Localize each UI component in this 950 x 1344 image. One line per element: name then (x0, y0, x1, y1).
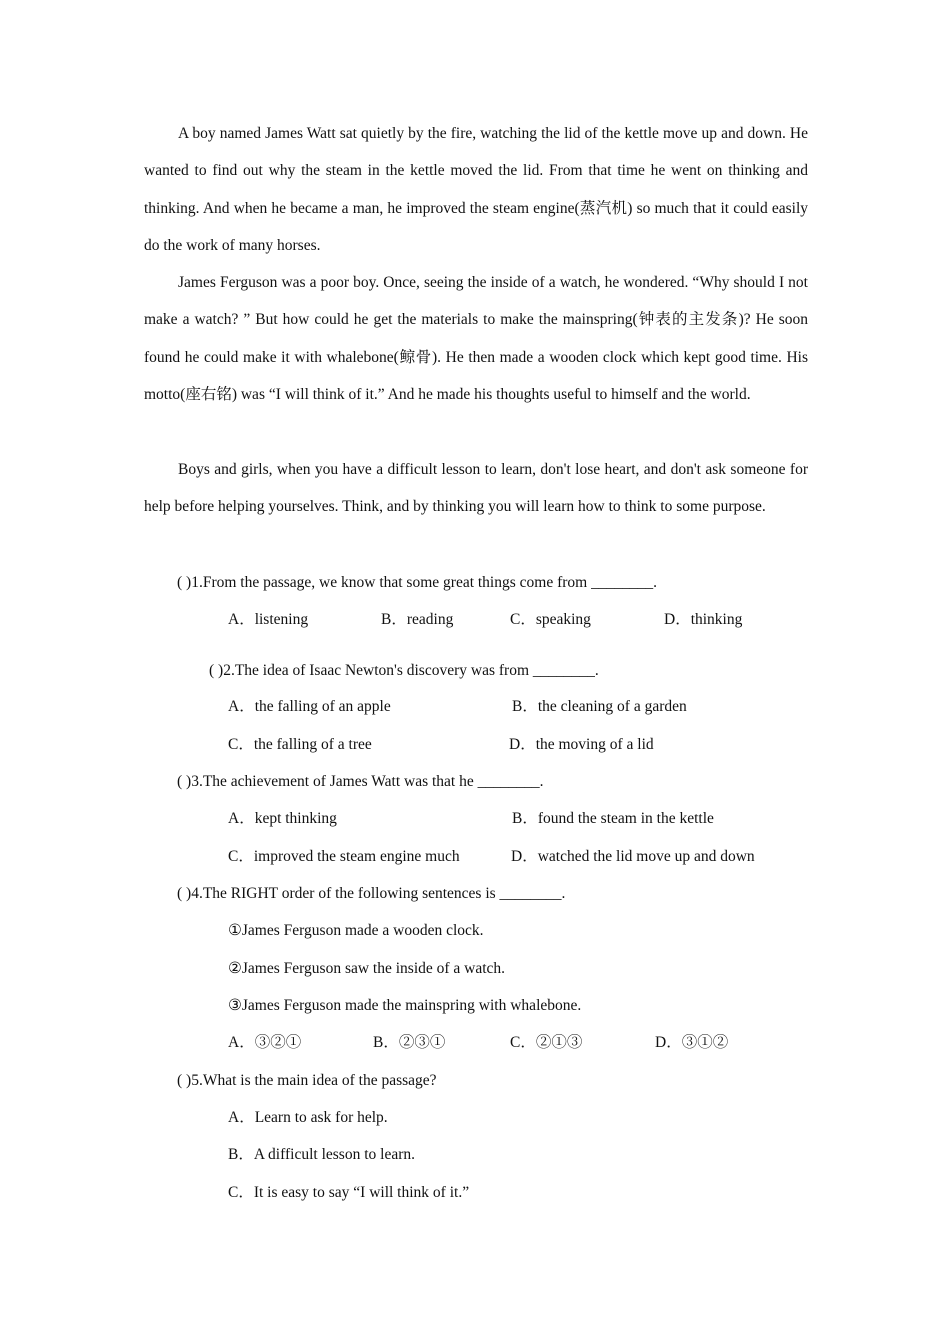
question-1-option-a: A．listening (228, 611, 309, 628)
question-4-option-b: B．②③① (373, 1034, 446, 1051)
question-1-option-d: D．thinking (664, 611, 743, 628)
question-4-sentence-1: ①James Ferguson made a wooden clock. (228, 922, 484, 939)
question-3-option-c: C．improved the steam engine much (228, 848, 460, 865)
question-4-sentence-2: ②James Ferguson saw the inside of a watch. (228, 960, 506, 977)
question-3-option-a: A．kept thinking (228, 810, 337, 827)
question-4-option-d: D．③①② (655, 1034, 729, 1051)
question-1-option-c: C．speaking (510, 611, 591, 628)
passage-paragraph-3: Boys and girls, when you have a difficult lesson to learn, don't lose heart, and don't ask someone for help before helping yourselves. Think, and by thinking you will learn how to think to some purpose. (144, 461, 808, 516)
question-5-option-b: B．A difficult lesson to learn. (228, 1146, 415, 1163)
question-3-option-d: D．watched the lid move up and down (511, 848, 755, 865)
question-4-stem: ( )4.The RIGHT order of the following sentences is ________. (177, 885, 566, 902)
question-4-sentence-3: ③James Ferguson made the mainspring with whalebone. (228, 997, 582, 1014)
question-5-option-c: C．It is easy to say “I will think of it.” (228, 1184, 470, 1201)
question-4-option-a: A．③②① (228, 1034, 302, 1051)
question-3-stem: ( )3.The achievement of James Watt was that he ________. (177, 773, 544, 790)
question-2-stem: ( )2.The idea of Isaac Newton's discovery was from ________. (209, 662, 599, 679)
question-5-option-a: A．Learn to ask for help. (228, 1109, 388, 1126)
question-3-option-b: B．found the steam in the kettle (512, 810, 714, 827)
question-4-option-c: C．②①③ (510, 1034, 583, 1051)
question-2-option-b: B．the cleaning of a garden (512, 698, 687, 715)
question-1-stem: ( )1.From the passage, we know that some great things come from ________. (177, 574, 657, 591)
passage-paragraph-1: A boy named James Watt sat quietly by the fire, watching the lid of the kettle move up and down. He wanted to find out why the steam in the kettle moved the lid. From that time he went on thinking and thinking. And when he became a man, he improved the steam engine(蒸汽机) so much that it could easily do the work of many horses. (144, 125, 808, 255)
question-1-option-b: B．reading (381, 611, 454, 628)
question-2-option-a: A．the falling of an apple (228, 698, 391, 715)
question-2-option-d: D．the moving of a lid (509, 736, 654, 753)
passage-paragraph-2: James Ferguson was a poor boy. Once, seeing the inside of a watch, he wondered. “Why should I not make a watch? ” But how could he get the materials to make the mainspring(钟表的主发条)? He soon found he could make it with whalebone(鲸骨). He then made a wooden clock which kept good time. His motto(座右铭) was “I will think of it.” And he made his thoughts useful to himself and the world. (144, 274, 808, 404)
question-2-option-c: C．the falling of a tree (228, 736, 372, 753)
question-5-stem: ( )5.What is the main idea of the passage? (177, 1072, 437, 1089)
